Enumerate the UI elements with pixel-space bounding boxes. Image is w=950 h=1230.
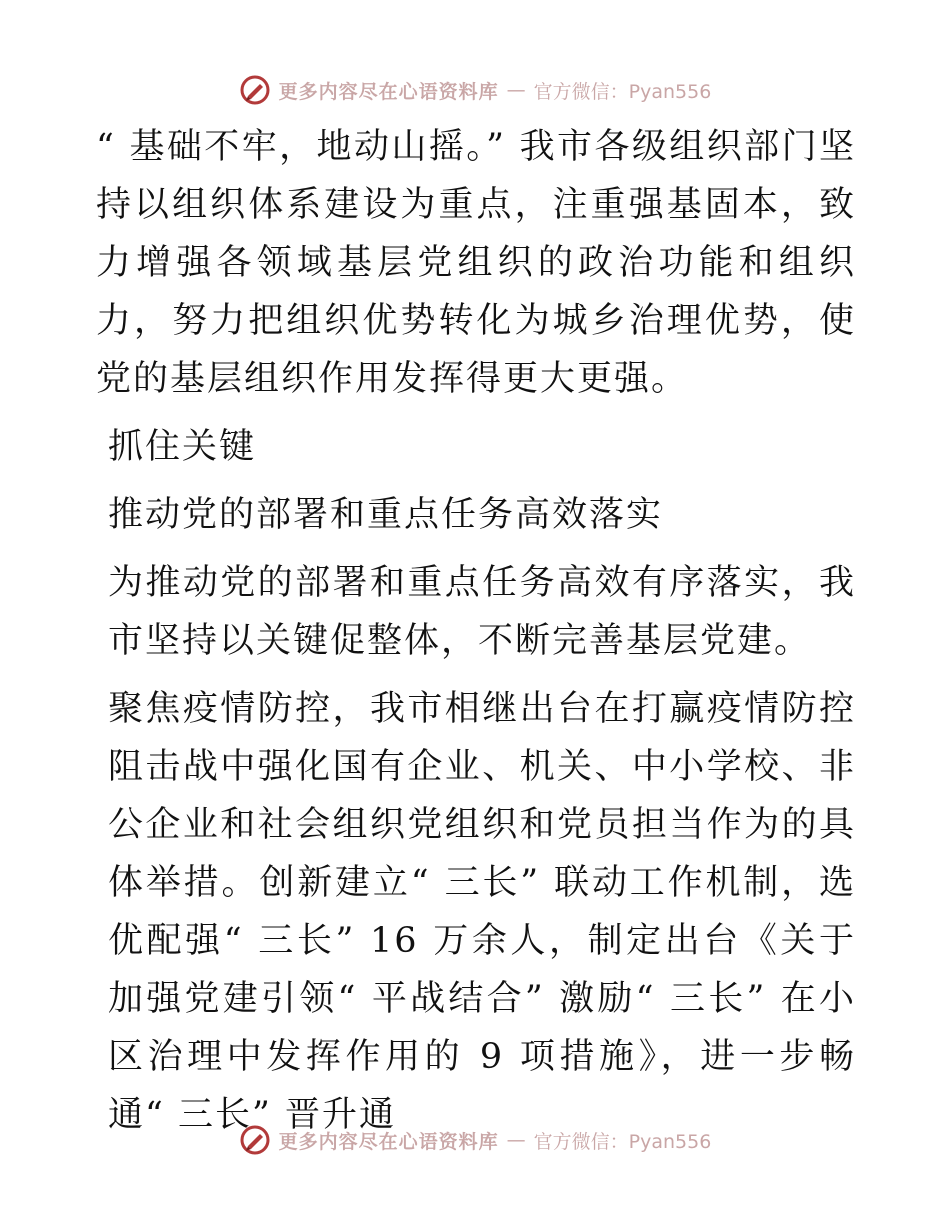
watermark-text: 更多内容尽在心语资料库 [278, 1130, 499, 1153]
watermark-text: 更多内容尽在心语资料库 [278, 80, 499, 103]
paragraph-implementation: 为推动党的部署和重点任务高效有序落实，我市坚持以关键促整体，不断完善基层党建。 [108, 563, 856, 661]
pen-logo-icon [239, 74, 271, 106]
watermark-separator: — [506, 1129, 526, 1151]
watermark-separator: — [506, 79, 526, 101]
section-heading: 抓住关键 [108, 427, 257, 467]
paragraph-epidemic: 聚焦疫情防控，我市相继出台在打赢疫情防控阻击战中强化国有企业、机关、中小学校、非公企业和社会组织党组织和党员担当作为的具体举措。创新建立“ 三长” 联动工作机制，选优配强“ 三长” 16 万余人，制定出台《关于加强党建引领“ 平战结合” 激励“ 三长” 在小区治理中发挥作用的 9 项措施》，进一步畅通“ 三长” 晋升通 [108, 689, 856, 1135]
header-watermark [0, 70, 950, 110]
document-body [96, 118, 856, 1154]
section-subheading: 推动党的部署和重点任务高效落实 [108, 495, 664, 535]
watermark-contact: 官方微信：Pyan556 [533, 1130, 712, 1153]
footer-watermark [0, 1120, 950, 1160]
pen-logo-icon [239, 1124, 271, 1156]
watermark-contact: 官方微信：Pyan556 [533, 80, 712, 103]
paragraph-intro: “ 基础不牢，地动山摇。” 我市各级组织部门坚持以组织体系建设为重点，注重强基固本，致力增强各领域基层党组织的政治功能和组织力，努力把组织优势转化为城乡治理优势，使党的基层组织作用发挥得更大更强。 [96, 127, 856, 399]
